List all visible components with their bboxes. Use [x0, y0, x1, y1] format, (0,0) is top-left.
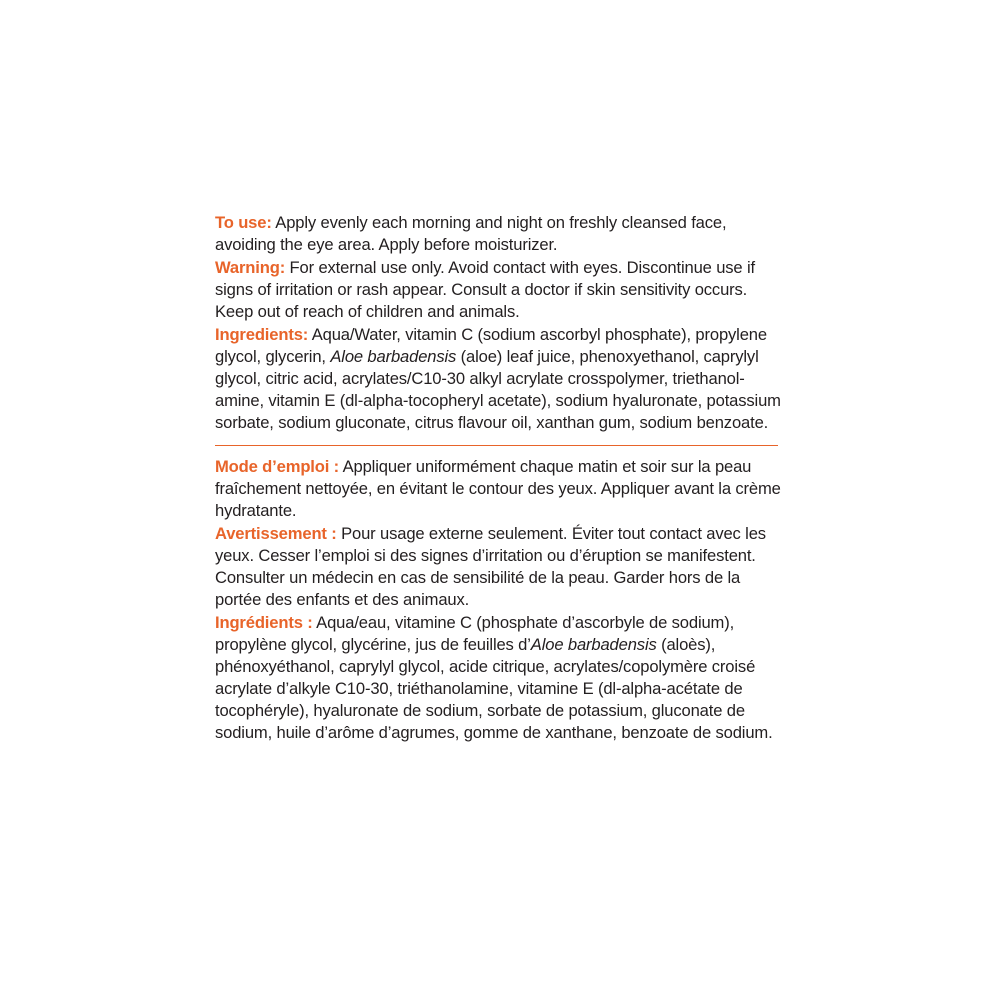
- mode-emploi-paragraph: [215, 456, 781, 522]
- ingredients-species-name: Aloe barbadensis: [330, 347, 457, 366]
- to-use-text: Apply evenly each morning and night on freshly cleansed face, avoiding the eye area. Apply before moisturizer.: [215, 213, 727, 254]
- ingredients-fr-heading: Ingrédients :: [215, 613, 313, 632]
- to-use-heading: To use:: [215, 213, 272, 232]
- ingredients-paragraph: [215, 324, 781, 434]
- ingredients-fr-species-name: Aloe barbadensis: [530, 635, 657, 654]
- avertissement-text: Pour usage externe seulement. Éviter tout contact avec les yeux. Cesser l’emploi si des signes d’irritation ou d’éruption se manifestent. Consulter un médecin en cas de sensibilité de la peau. Garder hors de la portée des enfants et des animaux.: [215, 524, 766, 609]
- french-section: [215, 456, 781, 744]
- mode-emploi-text: Appliquer uniformément chaque matin et soir sur la peau fraîchement nettoyée, en évitant le contour des yeux. Appliquer avant la crème hydratante.: [215, 457, 781, 520]
- mode-emploi-heading: Mode d’emploi :: [215, 457, 340, 476]
- ingredients-text-end: (aloe) leaf juice, phenoxyethanol, caprylyl glycol, citric acid, acrylates/C10-30 alkyl acrylate crosspolymer, triethanol- amine, vitamin E (dl-alpha-tocopheryl acetate), sodium hyaluronate, potassium sorbate, sodium gluconate, citrus flavour oil, xanthan gum, sodium benzoate.: [215, 347, 781, 432]
- warning-paragraph: [215, 257, 781, 323]
- warning-heading: Warning:: [215, 258, 286, 277]
- avertissement-heading: Avertissement :: [215, 524, 337, 543]
- product-label-panel: [215, 212, 781, 745]
- ingredients-fr-paragraph: [215, 612, 781, 744]
- ingredients-fr-text-end: (aloès), phénoxyéthanol, caprylyl glycol, acide citrique, acrylates/copolymère croisé acrylate d’alkyle C10-30, triéthanolamine, vitamine E (dl-alpha-acétate de tocophéryle), hyaluronate de sodium, sorbate de potassium, gluconate de sodium, huile d’arôme d’agrumes, gomme de xanthane, benzoate de sodium.: [215, 635, 773, 742]
- ingredients-fr-text-start: Aqua/eau, vitamine C (phosphate d’ascorbyle de sodium), propylène glycol, glycérine, jus de feuilles d’: [215, 613, 735, 654]
- to-use-paragraph: [215, 212, 781, 256]
- ingredients-text-start: Aqua/Water, vitamin C (sodium ascorbyl phosphate), propylene glycol, glycerin,: [215, 325, 767, 366]
- avertissement-paragraph: [215, 523, 781, 611]
- warning-text: For external use only. Avoid contact with eyes. Discontinue use if signs of irritation or rash appear. Consult a doctor if skin sensitivity occurs. Keep out of reach of children and animals.: [215, 258, 755, 321]
- english-section: [215, 212, 781, 434]
- section-divider: [215, 445, 778, 446]
- ingredients-heading: Ingredients:: [215, 325, 309, 344]
